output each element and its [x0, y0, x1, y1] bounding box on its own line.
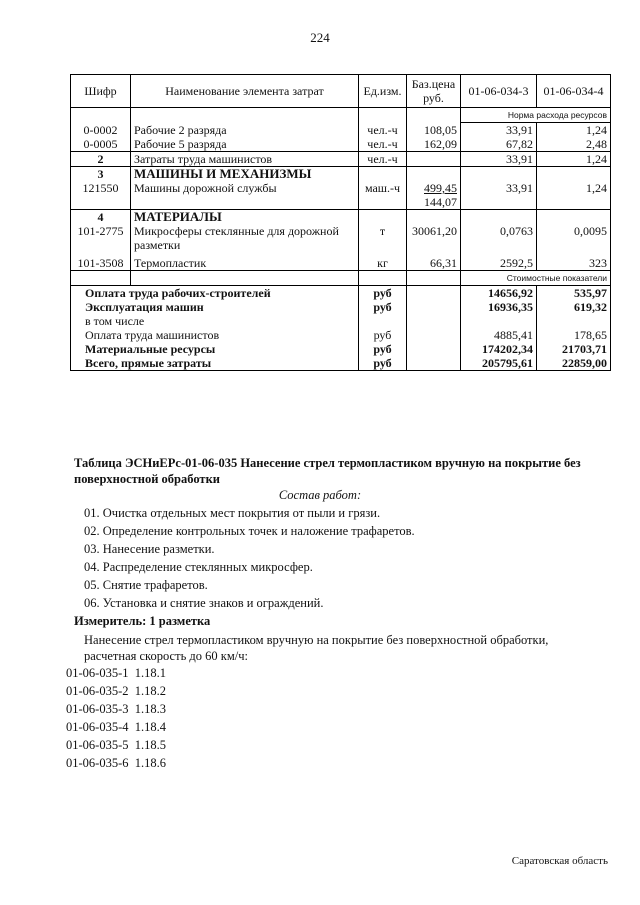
cost-value-2: 22859,00 — [537, 356, 611, 371]
table-row — [71, 123, 611, 138]
row-price: 30061,20 — [407, 224, 461, 238]
section-row — [71, 167, 611, 182]
row-price: 162,09 — [407, 137, 461, 152]
row-name: Рабочие 2 разряда — [131, 123, 359, 138]
list-item: 01-06-035-4 1.18.4 — [66, 720, 166, 734]
cost-label: Стоимостные показатели — [461, 271, 611, 286]
row-value-1: 67,82 — [461, 137, 537, 152]
row-name: Микросферы стеклянные для дорожной — [131, 224, 359, 238]
table-row — [71, 137, 611, 152]
row-name: Затраты труда машинистов — [131, 152, 359, 167]
resource-table — [70, 74, 610, 371]
row-value-1: 33,91 — [461, 181, 537, 195]
table-row — [71, 224, 611, 238]
works-list — [84, 504, 415, 612]
cost-row — [71, 342, 611, 356]
list-item: 05. Снятие трафаретов. — [84, 578, 208, 592]
header-name: Наименование элемента затрат — [131, 75, 359, 108]
header-code: Шифр — [71, 75, 131, 108]
meter-label: Измеритель: 1 разметка — [74, 614, 211, 628]
description-line1: Нанесение стрел термопластиком вручную на покрытие без поверхностной обработки, — [84, 633, 549, 647]
header-unit: Ед.изм. — [359, 75, 407, 108]
cost-unit: руб — [359, 342, 407, 356]
row-value-2: 1,24 — [537, 123, 611, 138]
row-value-1: 2592,5 — [461, 252, 537, 271]
cost-value-2: 535,97 — [537, 286, 611, 301]
section-code: 3 — [71, 167, 131, 182]
works-title: Состав работ: — [278, 488, 362, 502]
norm-label: Норма расхода ресурсов — [461, 108, 611, 123]
table-row — [71, 152, 611, 167]
row-name: Рабочие 5 разряда — [131, 137, 359, 152]
cost-value-1: 14656,92 — [461, 286, 537, 301]
cost-row — [71, 314, 611, 328]
row-code: 101-3508 — [71, 252, 131, 271]
code-list — [66, 664, 166, 772]
cost-label-row — [71, 271, 611, 286]
row-unit: чел.-ч — [359, 152, 407, 167]
description — [84, 632, 548, 664]
row-code: 121550 — [71, 181, 131, 195]
row-code: 0-0002 — [71, 123, 131, 138]
row-code: 101-2775 — [71, 224, 131, 238]
cost-value-1: 174202,34 — [461, 342, 537, 356]
row-value-1: 0,0763 — [461, 224, 537, 238]
section-title: МАТЕРИАЛЫ — [131, 210, 359, 225]
cost-value-1: 4885,41 — [461, 328, 537, 342]
table-row — [71, 181, 611, 195]
section-code: 4 — [71, 210, 131, 225]
cost-unit: руб — [359, 356, 407, 371]
cost-row — [71, 328, 611, 342]
list-item: 03. Нанесение разметки. — [84, 542, 215, 556]
row-unit: т — [359, 224, 407, 238]
row-price: 66,31 — [407, 252, 461, 271]
table-row — [71, 252, 611, 271]
row-name-cont: разметки — [131, 238, 359, 252]
row-name: Термопластик — [131, 252, 359, 271]
cost-name: Материальные ресурсы — [71, 342, 359, 356]
cost-name: в том числе — [71, 314, 359, 328]
row-price: 499,45 — [424, 181, 457, 195]
table-row — [71, 195, 611, 210]
table-header-row — [71, 75, 611, 108]
list-item: 06. Установка и снятие знаков и ограждений. — [84, 596, 324, 610]
cost-value-2: 178,65 — [537, 328, 611, 342]
row-code: 0-0005 — [71, 137, 131, 152]
section-row — [71, 210, 611, 225]
row-unit: чел.-ч — [359, 137, 407, 152]
row-value-2: 1,24 — [537, 152, 611, 167]
cost-name: Эксплуатация машин — [71, 300, 359, 314]
cost-name: Всего, прямые затраты — [71, 356, 359, 371]
list-item: 01-06-035-3 1.18.3 — [66, 702, 166, 716]
row-value-1: 33,91 — [461, 123, 537, 138]
section-heading-line2: поверхностной обработки — [74, 472, 220, 486]
row-price: 108,05 — [407, 123, 461, 138]
list-item: 01. Очистка отдельных мест покрытия от пыли и грязи. — [84, 506, 381, 520]
row-unit: чел.-ч — [359, 123, 407, 138]
row-unit: маш.-ч — [359, 181, 407, 195]
row-price-secondary: 144,07 — [407, 195, 461, 210]
cost-value-1: 205795,61 — [461, 356, 537, 371]
cost-row — [71, 356, 611, 371]
page-number: 224 — [310, 30, 330, 45]
cost-unit: руб — [359, 286, 407, 301]
list-item: 01-06-035-6 1.18.6 — [66, 756, 166, 770]
norm-label-row — [71, 108, 611, 123]
row-value-2: 0,0095 — [537, 224, 611, 238]
cost-row — [71, 300, 611, 314]
row-code: 2 — [71, 152, 131, 167]
section-title: МАШИНЫ И МЕХАНИЗМЫ — [131, 167, 359, 182]
list-item: 04. Распределение стеклянных микросфер. — [84, 560, 313, 574]
cost-name: Оплата труда машинистов — [71, 328, 359, 342]
footer-region: Саратовская область — [511, 855, 608, 867]
header-col2: 01-06-034-4 — [537, 75, 611, 108]
row-unit: кг — [359, 252, 407, 271]
row-value-1: 33,91 — [461, 152, 537, 167]
table-row — [71, 238, 611, 252]
header-price: Баз.цена руб. — [407, 75, 461, 108]
cost-value-2: 21703,71 — [537, 342, 611, 356]
cost-name: Оплата труда рабочих-строителей — [71, 286, 359, 301]
row-value-2: 1,24 — [537, 181, 611, 195]
cost-value-2: 619,32 — [537, 300, 611, 314]
row-value-2: 2,48 — [537, 137, 611, 152]
cost-value-1: 16936,35 — [461, 300, 537, 314]
list-item: 01-06-035-2 1.18.2 — [66, 684, 166, 698]
list-item: 01-06-035-5 1.18.5 — [66, 738, 166, 752]
cost-unit: руб — [359, 328, 407, 342]
section-heading — [74, 455, 614, 487]
row-value-2: 323 — [537, 252, 611, 271]
cost-row — [71, 286, 611, 301]
header-col1: 01-06-034-3 — [461, 75, 537, 108]
section-heading-line1: Таблица ЭСНиЕРс-01-06-035 Нанесение стрел термопластиком вручную на покрытие без — [74, 456, 581, 470]
list-item: 01-06-035-1 1.18.1 — [66, 666, 166, 680]
cost-unit: руб — [359, 300, 407, 314]
description-line2: расчетная скорость до 60 км/ч: — [84, 649, 248, 663]
row-name: Машины дорожной службы — [131, 181, 359, 195]
list-item: 02. Определение контрольных точек и наложение трафаретов. — [84, 524, 415, 538]
